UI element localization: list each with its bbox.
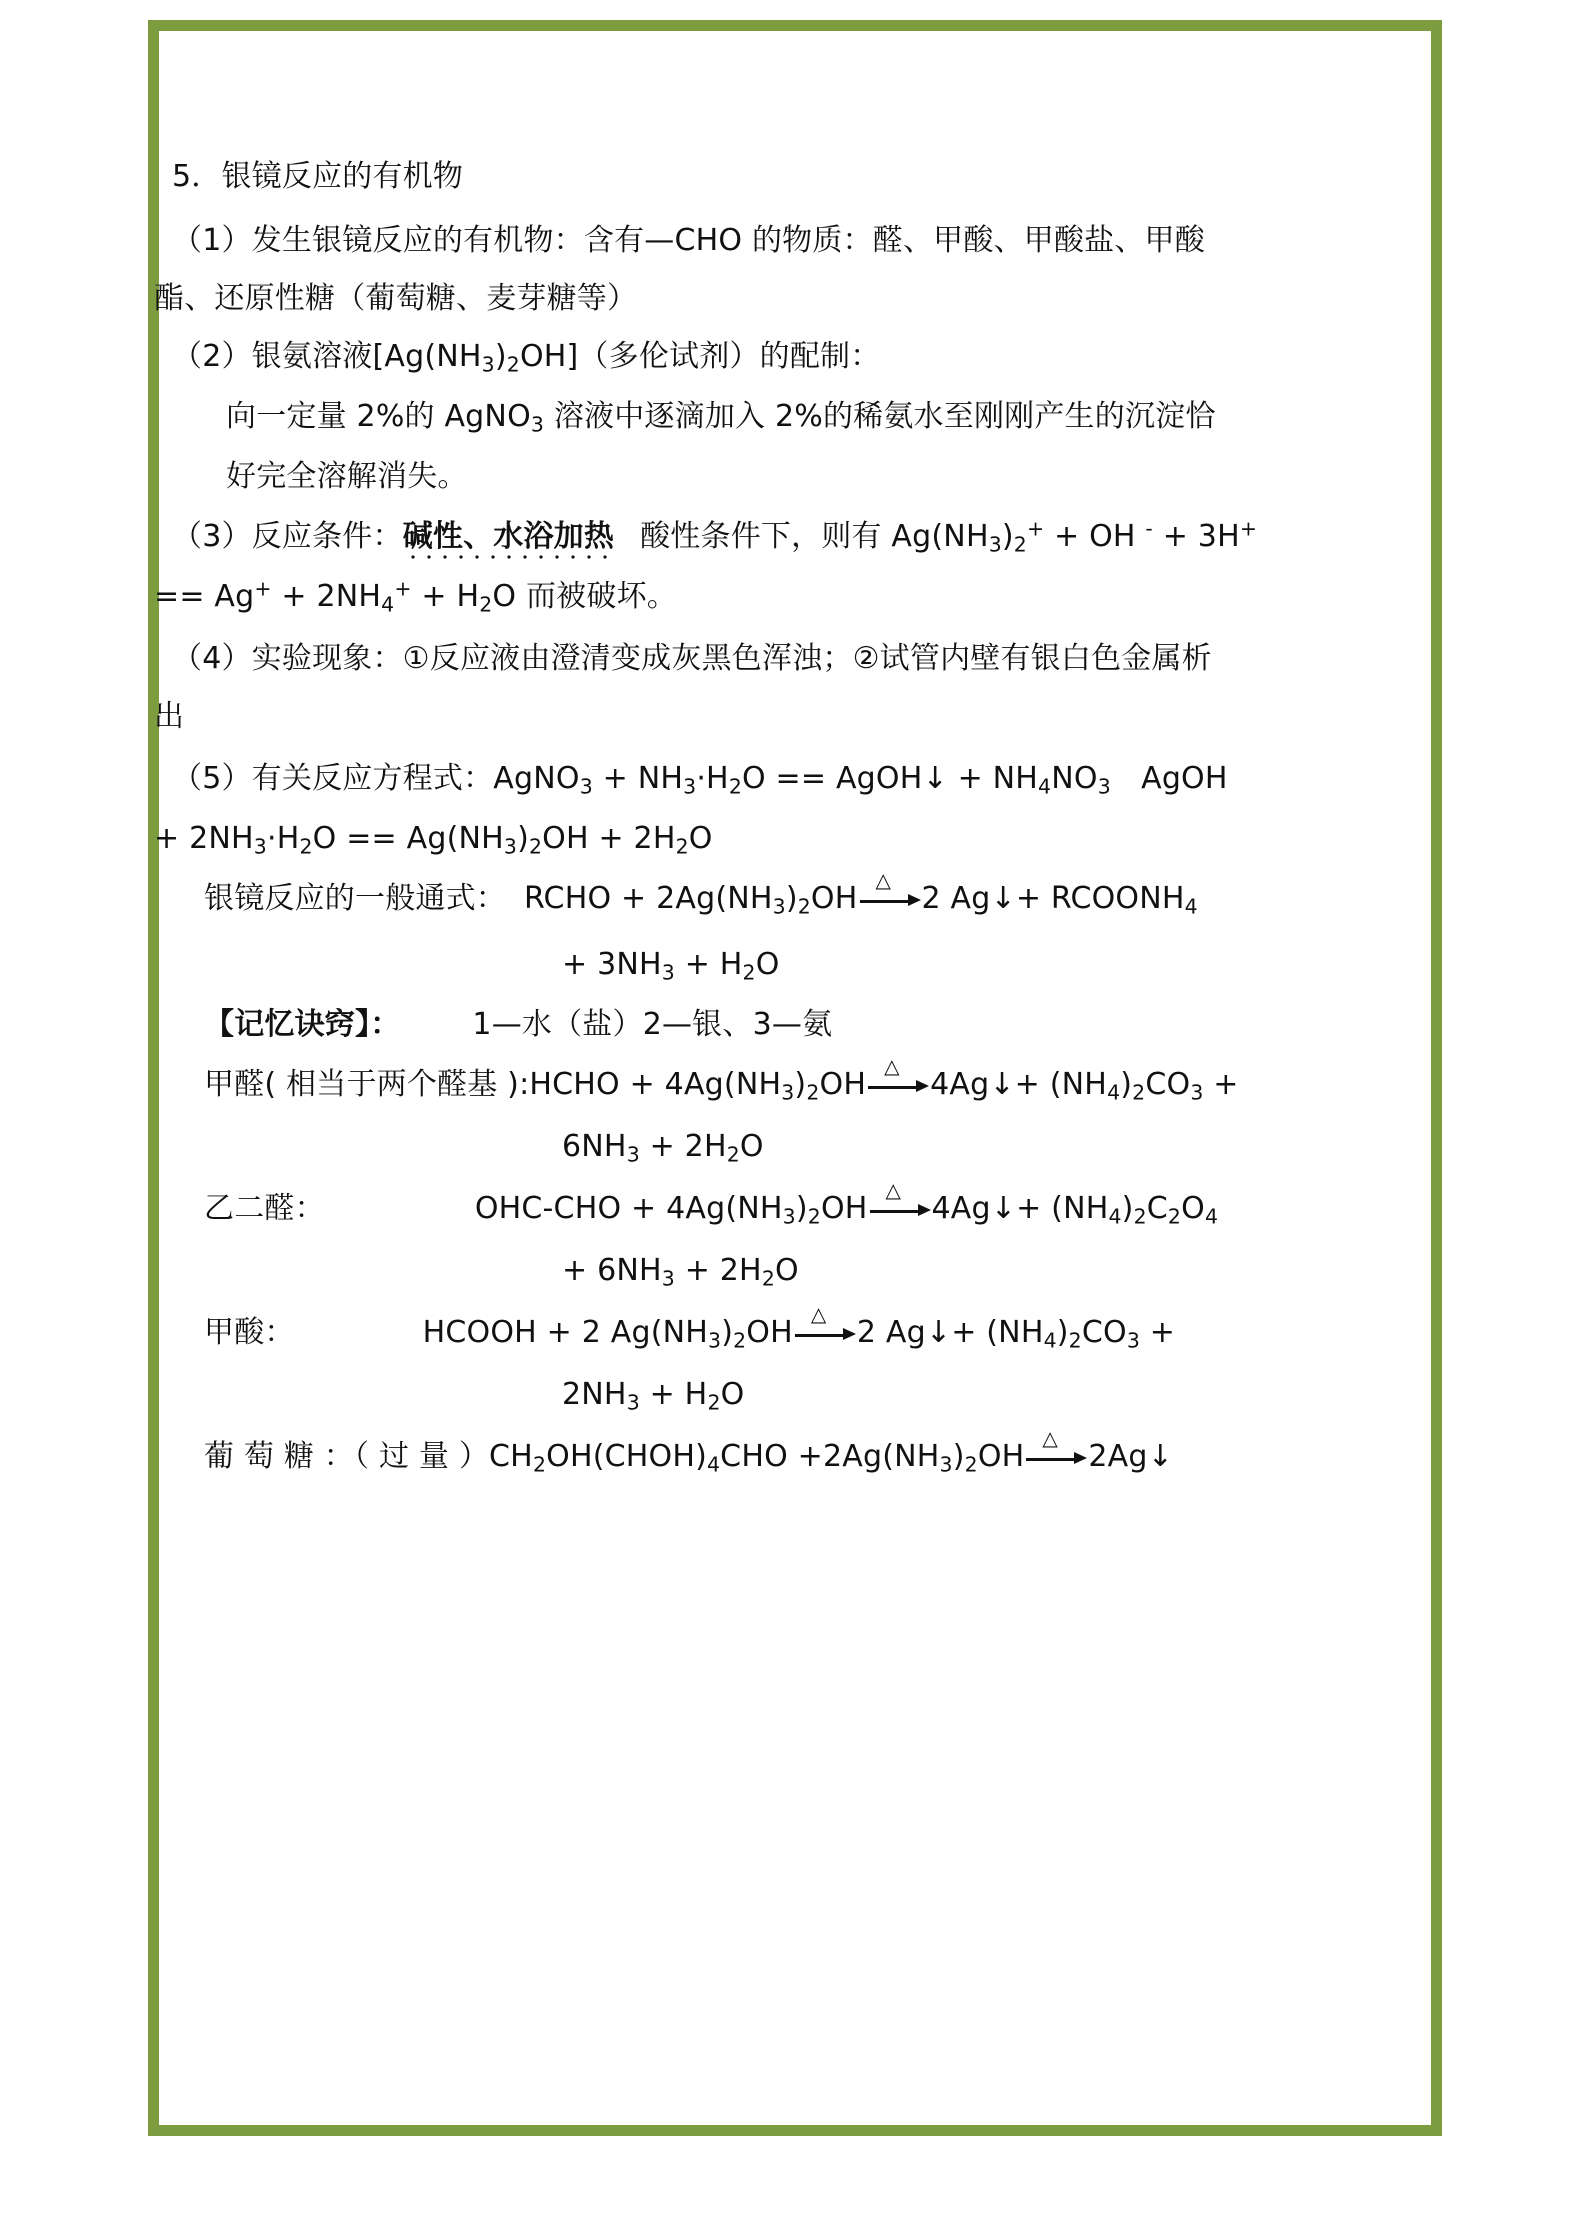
eq3-left-sub-1: 3 — [782, 1204, 796, 1229]
arrow-shaft — [868, 1086, 920, 1089]
item-3-line-1 — [172, 516, 1258, 557]
reaction-arrow-icon — [1024, 1425, 1088, 1473]
equation-formaldehyde-label: 甲醛( 相当于两个醛基 ): — [204, 1067, 530, 1102]
eq0-cont-a: + 3NH — [562, 947, 662, 982]
eq4-right-sub-1: 4 — [1043, 1328, 1057, 1353]
eq2-cont-b: + 2H — [639, 1129, 727, 1164]
item-5-line-2-sub-3: 3 — [503, 834, 518, 859]
eq2-right-b: ) — [1120, 1067, 1133, 1102]
arrow-shaft — [870, 1210, 922, 1213]
item-2-line-1-b: ) — [494, 339, 507, 374]
item-5-line-2-sub-5: 2 — [675, 834, 689, 859]
item-5-line-2-sub-2: 2 — [299, 834, 313, 859]
item-3-line-2-sub-2: 2 — [479, 592, 493, 617]
eq3-cont-a: + 6NH — [562, 1253, 662, 1288]
item-3-line-2-b: + 2NH — [271, 579, 382, 614]
reaction-arrow-icon — [868, 1177, 932, 1225]
item-5-line-2 — [154, 821, 713, 859]
eq4-left-a: HCOOH + 2 Ag(NH — [422, 1315, 709, 1350]
eq2-cont-c: O — [739, 1129, 764, 1164]
eq5-left-sub-2: 4 — [706, 1452, 721, 1477]
eq3-right-c: C — [1146, 1191, 1168, 1226]
item-3-line-2-a: == Ag — [154, 579, 255, 614]
eq4-left-sub-1: 3 — [708, 1328, 722, 1353]
arrow-head — [918, 1204, 931, 1216]
eq0-cont-b: + H — [674, 947, 743, 982]
item-5-line-2-a: + 2NH — [154, 821, 254, 856]
eq2-right-c: CO — [1145, 1067, 1191, 1102]
item-4-line-2: 出 — [154, 699, 185, 734]
eq3-right-a: 4Ag↓+ (NH — [931, 1191, 1109, 1226]
item-5-line-1-f: AgOH — [1110, 761, 1228, 796]
eq3-cont-sub-1: 3 — [661, 1266, 675, 1291]
equation-glyoxal-label: 乙二醛： — [204, 1191, 325, 1226]
item-5-line-1-b: + NH — [592, 761, 684, 796]
equation-general-formula-cont — [562, 947, 780, 985]
eq4-right-sub-3: 3 — [1126, 1328, 1141, 1353]
equation-formaldehyde — [204, 1053, 1239, 1105]
eq5-left-d: ) — [952, 1439, 965, 1474]
item-3-after-emphasis: 酸性条件下，则有 Ag(NH — [640, 519, 989, 554]
eq0-left-c: OH — [810, 881, 858, 916]
item-5-line-1 — [172, 761, 1228, 799]
item-5-line-2-f: O — [688, 821, 713, 856]
equation-formaldehyde-cont — [562, 1129, 764, 1167]
eq0-left-b: ) — [785, 881, 798, 916]
arrow-head — [916, 1080, 929, 1092]
item-5-line-1-c: ·H — [696, 761, 729, 796]
item-5-line-2-sub-4: 2 — [528, 834, 543, 859]
equation-general-formula-label: 银镜反应的一般通式： — [204, 881, 506, 916]
item-3-sup-a: + — [1026, 516, 1045, 541]
eq2-left-sub-1: 3 — [781, 1080, 795, 1105]
eq0-cont-sub-1: 3 — [661, 960, 675, 985]
eq2-left-c: OH — [819, 1067, 867, 1102]
eq0-right-a: 2 Ag↓+ RCOONH — [921, 881, 1185, 916]
eq2-cont-sub-2: 2 — [726, 1142, 740, 1167]
equation-formic-acid-label: 甲酸： — [204, 1315, 295, 1350]
arrow-shaft — [795, 1334, 847, 1337]
item-3-line-2-sup-2: + — [394, 576, 412, 601]
equation-general-formula — [204, 867, 1198, 919]
item-3-sub-a: 3 — [988, 532, 1002, 557]
arrow-head — [908, 894, 921, 906]
eq4-right-a: 2 Ag↓+ (NH — [856, 1315, 1044, 1350]
eq4-left-b: ) — [721, 1315, 734, 1350]
eq5-left-b: OH(CHOH) — [546, 1439, 707, 1474]
item-2-line-1-a: （2）银氨溶液[Ag(NH — [172, 339, 482, 374]
delta-heat-symbol: △ — [875, 867, 892, 892]
item-3-mid: ) — [1001, 519, 1014, 554]
item-5-line-2-sub-1: 3 — [253, 834, 267, 859]
item-5-sub-4: 4 — [1038, 774, 1052, 799]
mnemonic-label: 【记忆诀窍】： — [204, 1007, 401, 1042]
item-3-sup-b: - — [1145, 516, 1153, 541]
item-1-line-1: （1）发生银镜反应的有机物：含有—CHO 的物质：醛、甲酸、甲酸盐、甲酸 — [172, 223, 1205, 258]
item-2-line-2-a: 向一定量 2%的 AgNO — [226, 399, 531, 434]
equation-formic-acid-cont — [562, 1377, 745, 1415]
eq0-left-sub-1: 3 — [772, 894, 786, 919]
item-2-line-1-c: OH]（多伦试剂）的配制： — [519, 339, 881, 374]
arrow-head — [843, 1328, 856, 1340]
eq2-right-sub-1: 4 — [1107, 1080, 1121, 1105]
item-3-mid-2: + OH — [1044, 519, 1146, 554]
eq3-right-d: O — [1181, 1191, 1205, 1226]
eq5-left-sub-1: 2 — [532, 1452, 547, 1477]
eq2-right-sub-3: 3 — [1190, 1080, 1204, 1105]
eq4-cont-c: O — [720, 1377, 745, 1412]
arrow-head — [1074, 1452, 1087, 1464]
eq3-cont-sub-2: 2 — [761, 1266, 775, 1291]
item-5-line-2-e: OH + 2H — [542, 821, 676, 856]
item-5-line-2-b: ·H — [266, 821, 300, 856]
eq3-right-sub-3: 2 — [1167, 1204, 1182, 1229]
eq4-cont-sub-2: 2 — [707, 1390, 721, 1415]
eq4-left-sub-2: 2 — [733, 1328, 747, 1353]
reaction-arrow-icon — [866, 1053, 930, 1101]
item-2-sub-1: 3 — [481, 352, 495, 377]
eq3-cont-b: + 2H — [674, 1253, 762, 1288]
item-3-line-2-d: O 而被破坏。 — [492, 579, 677, 614]
delta-heat-symbol: △ — [810, 1301, 827, 1326]
equation-formic-acid — [204, 1301, 1176, 1353]
item-2-line-2-b: 溶液中逐滴加入 2%的稀氨水至刚刚产生的沉淀恰 — [544, 399, 1216, 434]
delta-heat-symbol: △ — [1042, 1425, 1058, 1450]
item-5-line-1-e: NO — [1051, 761, 1098, 796]
item-5-sub-5: 3 — [1097, 774, 1111, 799]
eq3-left-c: OH — [820, 1191, 868, 1226]
eq5-right-a: 2Ag↓ — [1088, 1439, 1173, 1474]
eq0-cont-c: O — [755, 947, 780, 982]
item-3-line-2-sub-1: 4 — [381, 592, 395, 617]
item-5-sub-3: 2 — [728, 774, 742, 799]
equation-glyoxal-cont — [562, 1253, 799, 1291]
eq0-right-sub-1: 4 — [1184, 894, 1198, 919]
document-content — [154, 40, 1422, 2110]
eq3-right-sub-1: 4 — [1108, 1204, 1122, 1229]
item-3-line-2-sup-1: + — [254, 576, 272, 601]
item-3-sup-c: + — [1239, 516, 1258, 541]
item-3-mid-3: + 3H — [1152, 519, 1240, 554]
eq4-right-sub-2: 2 — [1068, 1328, 1082, 1353]
eq2-right-d: + — [1203, 1067, 1239, 1102]
eq3-left-a: OHC-CHO + 4Ag(NH — [474, 1191, 783, 1226]
equation-glucose — [204, 1425, 1173, 1477]
item-2-line-3: 好完全溶解消失。 — [226, 459, 468, 494]
item-3-line-2-c: + H — [411, 579, 480, 614]
eq5-left-e: OH — [977, 1439, 1025, 1474]
reaction-arrow-icon — [858, 867, 922, 915]
eq0-left-a: RCHO + 2Ag(NH — [524, 881, 773, 916]
delta-heat-symbol: △ — [884, 1053, 900, 1078]
item-5-line-1-d: O == AgOH↓ + NH — [742, 761, 1039, 796]
eq2-left-a: HCHO + 4Ag(NH — [529, 1067, 782, 1102]
eq2-right-a: 4Ag↓+ (NH — [930, 1067, 1108, 1102]
item-5-line-2-d: ) — [517, 821, 529, 856]
eq4-cont-sub-1: 3 — [626, 1390, 640, 1415]
item-3-prefix: （3）反应条件： — [172, 519, 403, 554]
item-2-sub-3: 3 — [530, 412, 545, 437]
eq4-cont-a: 2NH — [562, 1377, 627, 1412]
eq3-left-sub-2: 2 — [807, 1204, 821, 1229]
eq5-left-c: CHO +2Ag(NH — [720, 1439, 940, 1474]
eq4-cont-b: + H — [639, 1377, 708, 1412]
mnemonic-text: 1—水（盐）2—银、3—氨 — [472, 1007, 833, 1042]
mnemonic-line — [204, 1008, 832, 1042]
item-5-line-1-a: （5）有关反应方程式：AgNO — [172, 761, 580, 796]
eq3-cont-c: O — [775, 1253, 799, 1288]
item-3-line-2 — [154, 576, 677, 617]
item-2-line-1 — [172, 339, 881, 377]
eq3-right-b: ) — [1121, 1191, 1134, 1226]
eq4-right-d: + — [1140, 1315, 1176, 1350]
eq4-right-c: CO — [1081, 1315, 1127, 1350]
item-2-sub-2: 2 — [506, 352, 520, 377]
item-4-line-1: （4）实验现象：①反应液由澄清变成灰黑色浑浊；②试管内壁有银白色金属析 — [172, 641, 1212, 676]
eq2-left-sub-2: 2 — [806, 1080, 820, 1105]
eq3-right-sub-2: 2 — [1133, 1204, 1147, 1229]
eq3-left-b: ) — [795, 1191, 808, 1226]
section-heading: 5．银镜反应的有机物 — [172, 159, 464, 194]
item-1-line-2: 酯、还原性糖（葡萄糖、麦芽糖等） — [154, 281, 638, 316]
item-5-sub-2: 3 — [683, 774, 697, 799]
eq0-cont-sub-2: 2 — [742, 960, 756, 985]
eq5-left-sub-3: 3 — [939, 1452, 953, 1477]
eq5-left-a: CH — [489, 1439, 533, 1474]
eq2-cont-a: 6NH — [562, 1129, 627, 1164]
eq3-right-sub-4: 4 — [1204, 1204, 1219, 1229]
item-5-line-2-c: O == Ag(NH — [312, 821, 504, 856]
item-2-line-2 — [226, 399, 1216, 437]
item-5-sub-1: 3 — [579, 774, 593, 799]
item-3-sub-b: 2 — [1013, 532, 1027, 557]
eq4-left-c: OH — [746, 1315, 793, 1350]
eq2-left-b: ) — [794, 1067, 807, 1102]
eq4-right-b: ) — [1056, 1315, 1069, 1350]
eq5-left-sub-4: 2 — [964, 1452, 978, 1477]
equation-glyoxal — [204, 1177, 1219, 1229]
delta-heat-symbol: △ — [885, 1177, 902, 1202]
arrow-shaft — [1026, 1458, 1078, 1461]
equation-glucose-label: 葡 萄 糖 ：（ 过 量 ） — [204, 1439, 490, 1474]
item-3-emphasis: 碱性、水浴加热 — [402, 519, 615, 554]
eq2-right-sub-2: 2 — [1132, 1080, 1146, 1105]
arrow-shaft — [860, 900, 912, 903]
eq2-cont-sub-1: 3 — [626, 1142, 640, 1167]
eq0-left-sub-2: 2 — [797, 894, 811, 919]
reaction-arrow-icon — [793, 1301, 857, 1349]
